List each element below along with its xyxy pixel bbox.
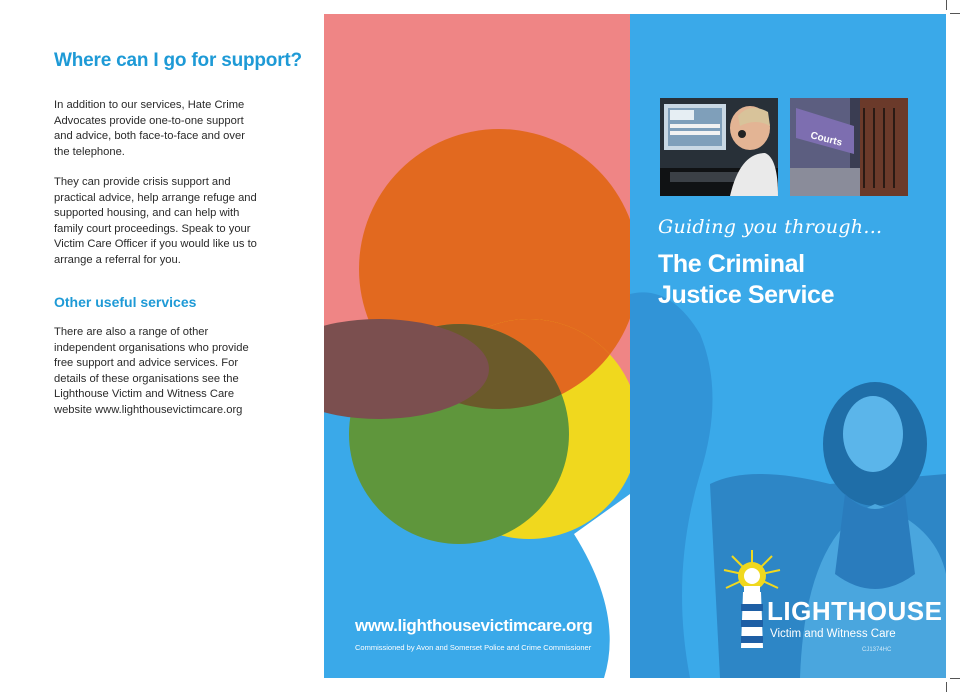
other-services-paragraph: There are also a range of other independent organisations who provide free support and advice services. For details of these organisations see the Lighthouse Victim and Witness Care website www.lighthousevictimcare.org	[54, 326, 249, 416]
crop-mark	[950, 13, 960, 14]
courts-photo	[790, 98, 908, 196]
middle-panel	[324, 14, 630, 678]
crop-mark	[946, 682, 947, 692]
support-paragraph-1: In addition to our services, Hate Crime Advocates provide one-to-one support and advice, both face-to-face and over the telephone.	[54, 99, 245, 158]
crop-mark	[950, 678, 960, 679]
logo-name: LIGHTHOUSE	[767, 596, 943, 626]
document-code: CJ1374HC	[862, 647, 892, 653]
tagline: Guiding you through...	[658, 216, 883, 238]
courts-illustration	[790, 98, 908, 196]
support-paragraph-2: They can provide crisis support and practical advice, help arrange refuge and supported housing, and can help with family court proceedings. Speak to your Victim Care Officer if you would like us to arrange a referral for you.	[54, 176, 257, 266]
page-title: The Criminal Justice Service	[658, 250, 835, 309]
support-heading: Where can I go for support?	[54, 50, 302, 71]
courts-sign-text: Courts	[809, 130, 844, 149]
commissioned-by-text: Commissioned by Avon and Somerset Police and Crime Commissioner	[355, 643, 592, 652]
other-services-subheading: Other useful services	[54, 294, 197, 310]
call-centre-photo	[660, 98, 778, 196]
call-centre-illustration	[660, 98, 778, 196]
website-url[interactable]: www.lighthousevictimcare.org	[355, 616, 593, 635]
foreground-figure	[630, 292, 713, 678]
overlapping-circles-graphic	[324, 14, 630, 678]
woman-face	[843, 396, 903, 472]
crop-mark	[946, 0, 947, 10]
logo-subtitle: Victim and Witness Care	[770, 628, 896, 640]
right-panel	[630, 14, 946, 678]
